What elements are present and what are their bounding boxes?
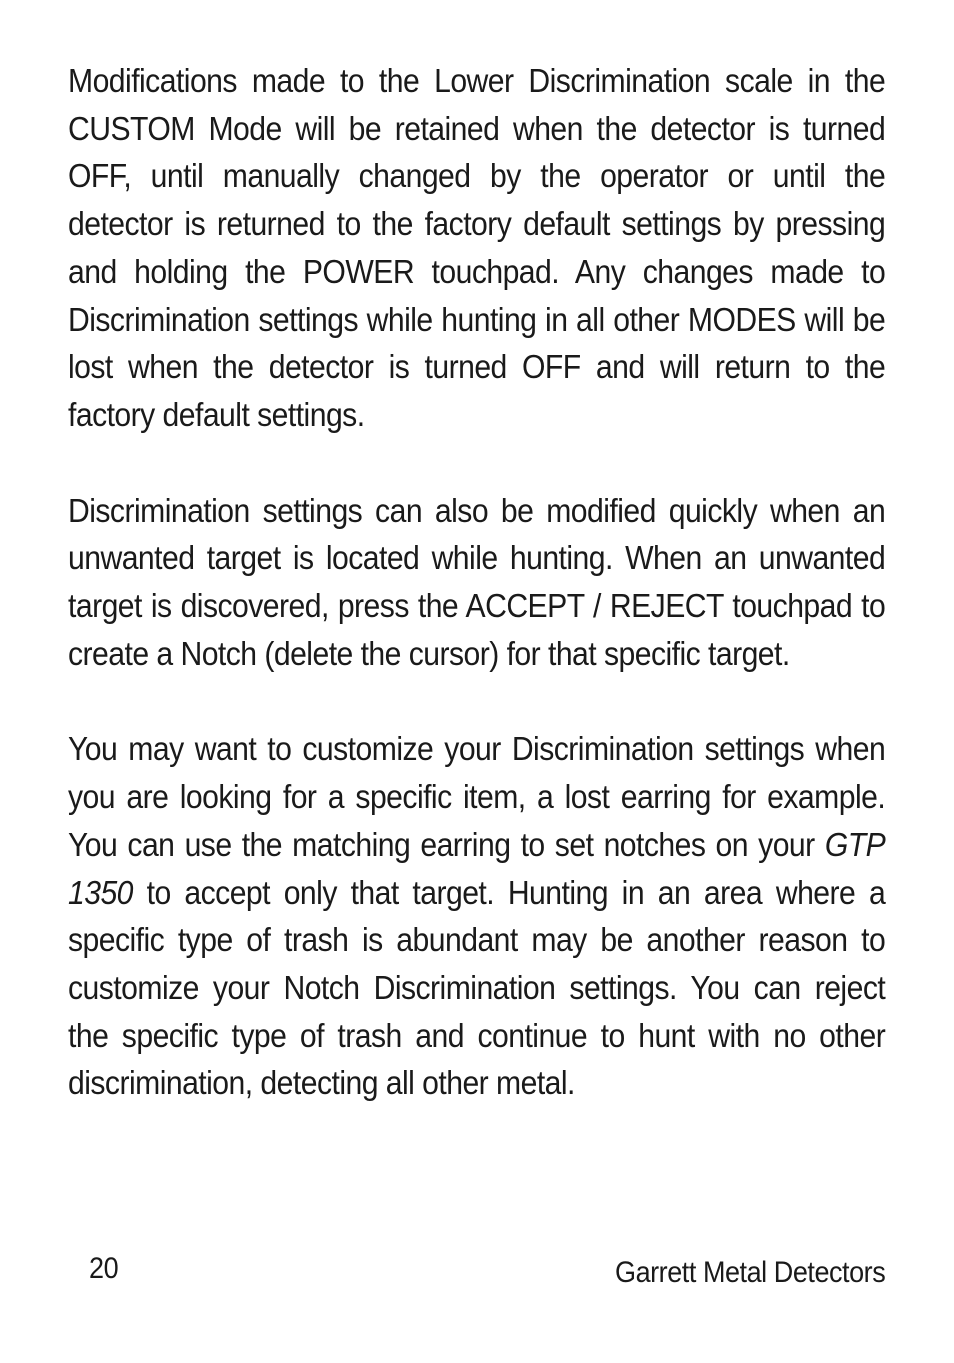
paragraph-customize-part2: to accept only that target. Hunting in an area where a specific type of trash is abundant may be another reason to customize your Notch Discrimination settings. You can reject the specific type of trash and continue to hunt with no other discrimination, detecting all other metal. <box>68 874 886 1103</box>
paragraph-custom-mode: Modifications made to the Lower Discrimination scale in the CUSTOM Mode will be retained when the detector is turned OFF, until manually changed by the operator or until the detector is returned to the factory default settings by pressing and holding the POWER touchpad. Any changes made to Discrimination settings while hunting in all other MODES will be lost when the detector is turned OFF and will return to the factory default settings. <box>68 63 886 434</box>
page-number: 20 <box>89 1252 119 1285</box>
paragraph-notch-quick: Discrimination settings can also be modified quickly when an unwanted target is located while hunting. When an unwanted target is discovered, press the ACCEPT / REJECT touchpad to create a Notch (delete the cursor) for that specific target. <box>68 492 886 673</box>
page-body <box>68 58 885 1156</box>
paragraph-customize-part1: You may want to customize your Discrimination settings when you are looking for a specific item, a lost earring for example. You can use the matching earring to set notches on your <box>68 731 886 864</box>
paragraph-customize <box>68 726 885 1108</box>
footer-brand: Garrett Metal Detectors <box>614 1256 885 1289</box>
product-name: GTP 1350 <box>68 826 886 912</box>
